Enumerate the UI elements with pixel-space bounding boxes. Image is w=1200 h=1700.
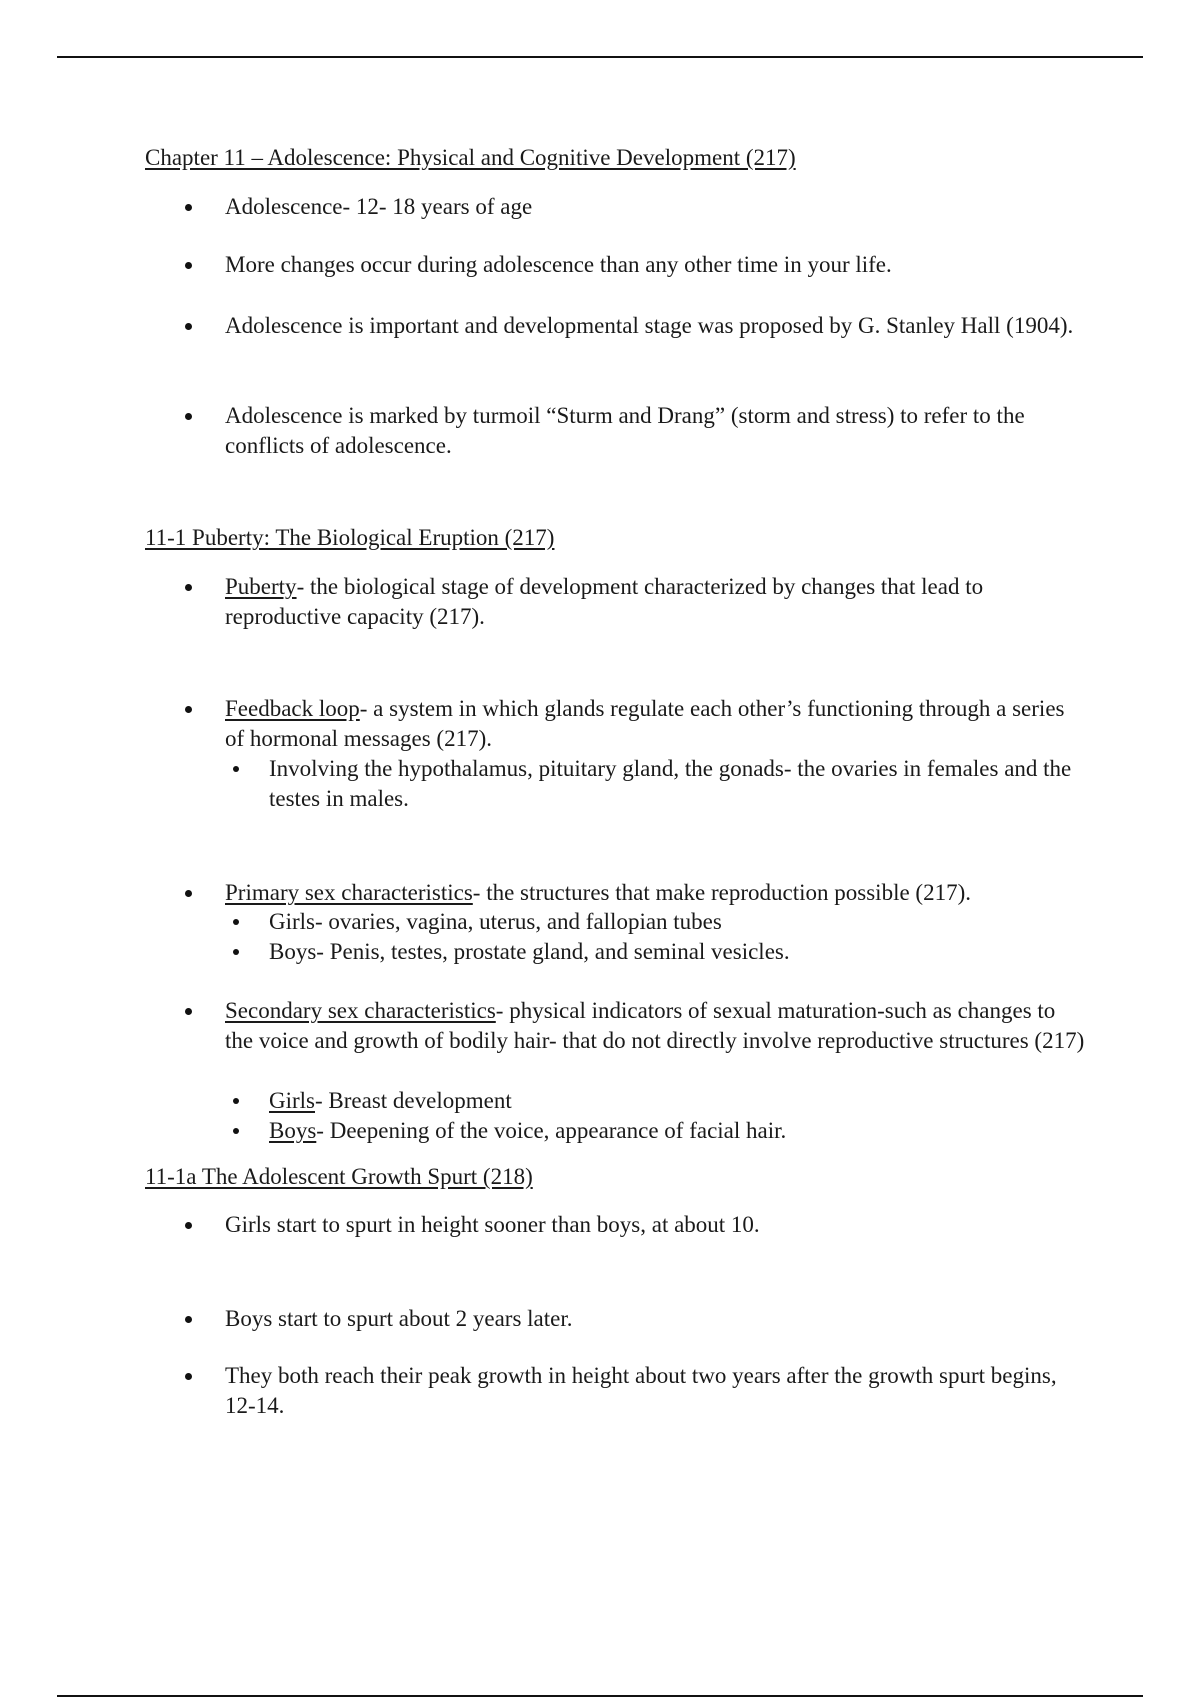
- sub-list-item: Girls- ovaries, vagina, uterus, and fallopian tubes: [269, 907, 1099, 937]
- term-primary-sex-characteristics: Primary sex characteristics: [225, 880, 473, 905]
- bullet-icon: [185, 1222, 192, 1229]
- bullet-icon: [185, 204, 192, 211]
- bullet-icon: [185, 413, 192, 420]
- bullet-icon: [185, 890, 192, 897]
- list-item: Puberty- the biological stage of development characterized by changes that lead to reproductive capacity (217).: [225, 572, 1085, 632]
- sub-list-item: Girls- Breast development: [269, 1086, 1099, 1116]
- bullet-icon: [233, 1128, 239, 1134]
- bullet-icon: [185, 1008, 192, 1015]
- bullet-icon: [185, 584, 192, 591]
- bullet-icon: [185, 706, 192, 713]
- list-item: Boys start to spurt about 2 years later.: [225, 1304, 1085, 1334]
- bullet-icon: [233, 949, 239, 955]
- footer-rule: [57, 1695, 1143, 1697]
- list-item: More changes occur during adolescence than any other time in your life.: [225, 250, 1085, 280]
- term-secondary-sex-characteristics: Secondary sex characteristics: [225, 998, 496, 1023]
- list-item: Adolescence is important and developmental stage was proposed by G. Stanley Hall (1904).: [225, 311, 1085, 341]
- list-item: Girls start to spurt in height sooner than boys, at about 10.: [225, 1210, 1085, 1240]
- term-boys: Boys: [269, 1118, 317, 1143]
- bullet-icon: [233, 766, 239, 772]
- list-item: Feedback loop- a system in which glands regulate each other’s functioning through a series of hormonal messages (217).: [225, 694, 1085, 754]
- list-item: Adolescence- 12- 18 years of age: [225, 192, 1085, 222]
- chapter-heading: Chapter 11 – Adolescence: Physical and Cognitive Development (217): [145, 145, 796, 170]
- bullet-icon: [185, 262, 192, 269]
- bullet-icon: [185, 1316, 192, 1323]
- sub-list-item: Boys- Deepening of the voice, appearance of facial hair.: [269, 1116, 1099, 1146]
- list-item: Secondary sex characteristics- physical indicators of sexual maturation-such as changes to the voice and growth of bodily hair- that do not directly involve reproductive structures (217): [225, 996, 1085, 1056]
- bullet-icon: [233, 919, 239, 925]
- term-girls: Girls: [269, 1088, 315, 1113]
- sub-list-item: Boys- Penis, testes, prostate gland, and seminal vesicles.: [269, 937, 1099, 967]
- list-item: Adolescence is marked by turmoil “Sturm and Drang” (storm and stress) to refer to the conflicts of adolescence.: [225, 401, 1085, 461]
- growth-spurt-heading: 11-1a The Adolescent Growth Spurt (218): [145, 1164, 533, 1189]
- term-feedback-loop: Feedback loop: [225, 696, 360, 721]
- bullet-icon: [233, 1098, 239, 1104]
- puberty-heading: 11-1 Puberty: The Biological Eruption (217): [145, 525, 555, 550]
- bullet-icon: [185, 1373, 192, 1380]
- list-item: Primary sex characteristics- the structures that make reproduction possible (217).: [225, 878, 1085, 908]
- sub-list-item: Involving the hypothalamus, pituitary gland, the gonads- the ovaries in females and the testes in males.: [269, 754, 1099, 814]
- term-puberty: Puberty: [225, 574, 297, 599]
- bullet-icon: [185, 323, 192, 330]
- list-item: They both reach their peak growth in height about two years after the growth spurt begins, 12-14.: [225, 1361, 1085, 1421]
